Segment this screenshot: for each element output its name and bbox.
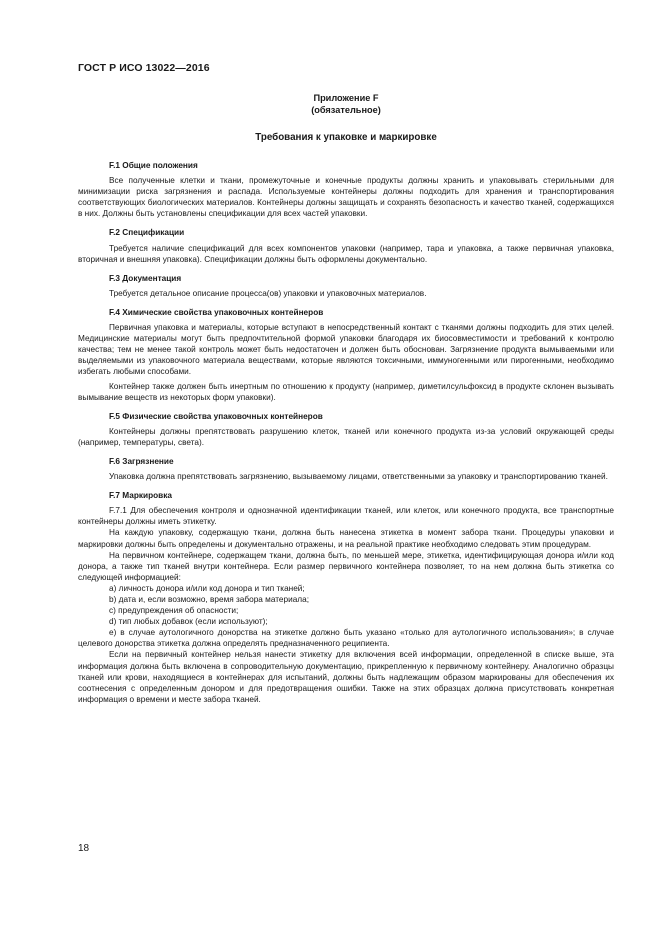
paragraph: F.7.1 Для обеспечения контроля и однозначной идентификации тканей, или клеток, или конечного продукта, все транспортные контейнеры должны иметь этикетку. [78, 506, 614, 527]
section-title-f5: F.5 Физические свойства упаковочных контейнеров [109, 411, 323, 421]
paragraph: Все полученные клетки и ткани, промежуточные и конечные продукты должны хранить и упаковывать стерильными для минимизации риска загрязнения и распада. Используемые контейнеры должны подходить для хранения и транспортирования соответствующих биологических материалов. Контейнеры должны защищать и сохранять безопасность и качество тканей, содержащихся в них. Должны быть установлены спецификации для всех частей упаковки. [78, 176, 614, 219]
list-item: d) тип любых добавок (если используют); [109, 617, 268, 627]
paragraph: Требуется наличие спецификаций для всех компонентов упаковки (например, тара и упаковка, а также первичная упаковка, вторичная и внешняя упаковка). Спецификации должны быть оформлены документально. [78, 243, 614, 264]
paragraph: Требуется детальное описание процесса(ов) упаковки и упаковочных материалов. [109, 288, 427, 298]
paragraph: Первичная упаковка и материалы, которые вступают в непосредственный контакт с тканями должны подходить для этих целей. Медицинские материалы могут быть предпочтительной формой упаковки благодаря их биосовместимости и требований к контролю качества; тем не менее такой контроль может быть недостаточен и должен быть обоснован. Загрязнение продукта вымываемыми или выделяемыми из упаковочного материала веществами, которые являются токсичными, иммуногенными или пирогенными, необходимо избегать любыми способами. [78, 323, 614, 377]
paragraph: Контейнеры должны препятствовать разрушению клеток, тканей или конечного продукта из-за условий окружающей среды (например, температуры, света). [78, 426, 614, 447]
section-title-f2: F.2 Спецификации [109, 228, 185, 238]
annex-status: (обязательное) [311, 105, 381, 115]
annex-title: Приложение F [313, 93, 379, 103]
list-item: e) в случае аутологичного донорства на этикетке должно быть указано «только для аутологичного использования»; в случае целевого донорства этикетка должна определять предназначенного реципиента. [78, 628, 614, 649]
list-item: c) предупреждения об опасности; [109, 606, 239, 616]
paragraph: На первичном контейнере, содержащем ткани, должна быть, по меньшей мере, этикетка, идентифицирующая донора и/или код донора, а также тип тканей внутри контейнера. Если размер первичного контейнера позволяет, то на нем должна быть этикетка со следующей информацией: [78, 550, 614, 582]
section-title-f1: F.1 Общие положения [109, 161, 198, 170]
section-title-f3: F.3 Документация [109, 273, 182, 283]
paragraph: Упаковка должна препятствовать загрязнению, вызываемому лицами, ответственными за упаковку и транспортированию тканей. [109, 472, 608, 482]
paragraph: Контейнер также должен быть инертным по отношению к продукту (например, диметилсульфоксид в продукте склонен вызывать вымывание веществ из некоторых форм упаковки). [78, 381, 614, 402]
paragraph: На каждую упаковку, содержащую ткани, должна быть нанесена этикетка в момент забора ткани. Процедуры упаковки и маркировки должны быть определены и документально отражены, и на реальной практике необходимо следовать этим процедурам. [78, 528, 614, 549]
section-title-f6: F.6 Загрязнение [109, 456, 174, 466]
section-title-f4: F.4 Химические свойства упаковочных контейнеров [109, 307, 324, 317]
section-title-f7: F.7 Маркировка [109, 491, 172, 501]
page-number: 18 [78, 843, 90, 854]
document-body [78, 160, 614, 705]
document-code-header: ГОСТ Р ИСО 13022—2016 [78, 62, 210, 74]
annex-heading [78, 92, 614, 116]
paragraph: Если на первичный контейнер нельзя нанести этикетку для включения всей информации, определенной в списке выше, эта информация должна быть включена в сопроводительную документацию, прикрепленную к первичному контейнеру. Аналогично образцы тканей или крови, находящиеся в контейнерах для испытаний, должны быть надлежащим образом маркированы для обеспечения их соотнесения с определенным донором и для предотвращения ошибки. Также на этих образцах должна присутствовать конкретная информация о времени и месте забора тканей. [78, 650, 614, 704]
list-item: a) личность донора и/или код донора и тип тканей; [109, 583, 305, 593]
list-item: b) дата и, если возможно, время забора материала; [109, 595, 309, 604]
main-title: Требования к упаковке и маркировке [255, 132, 437, 143]
